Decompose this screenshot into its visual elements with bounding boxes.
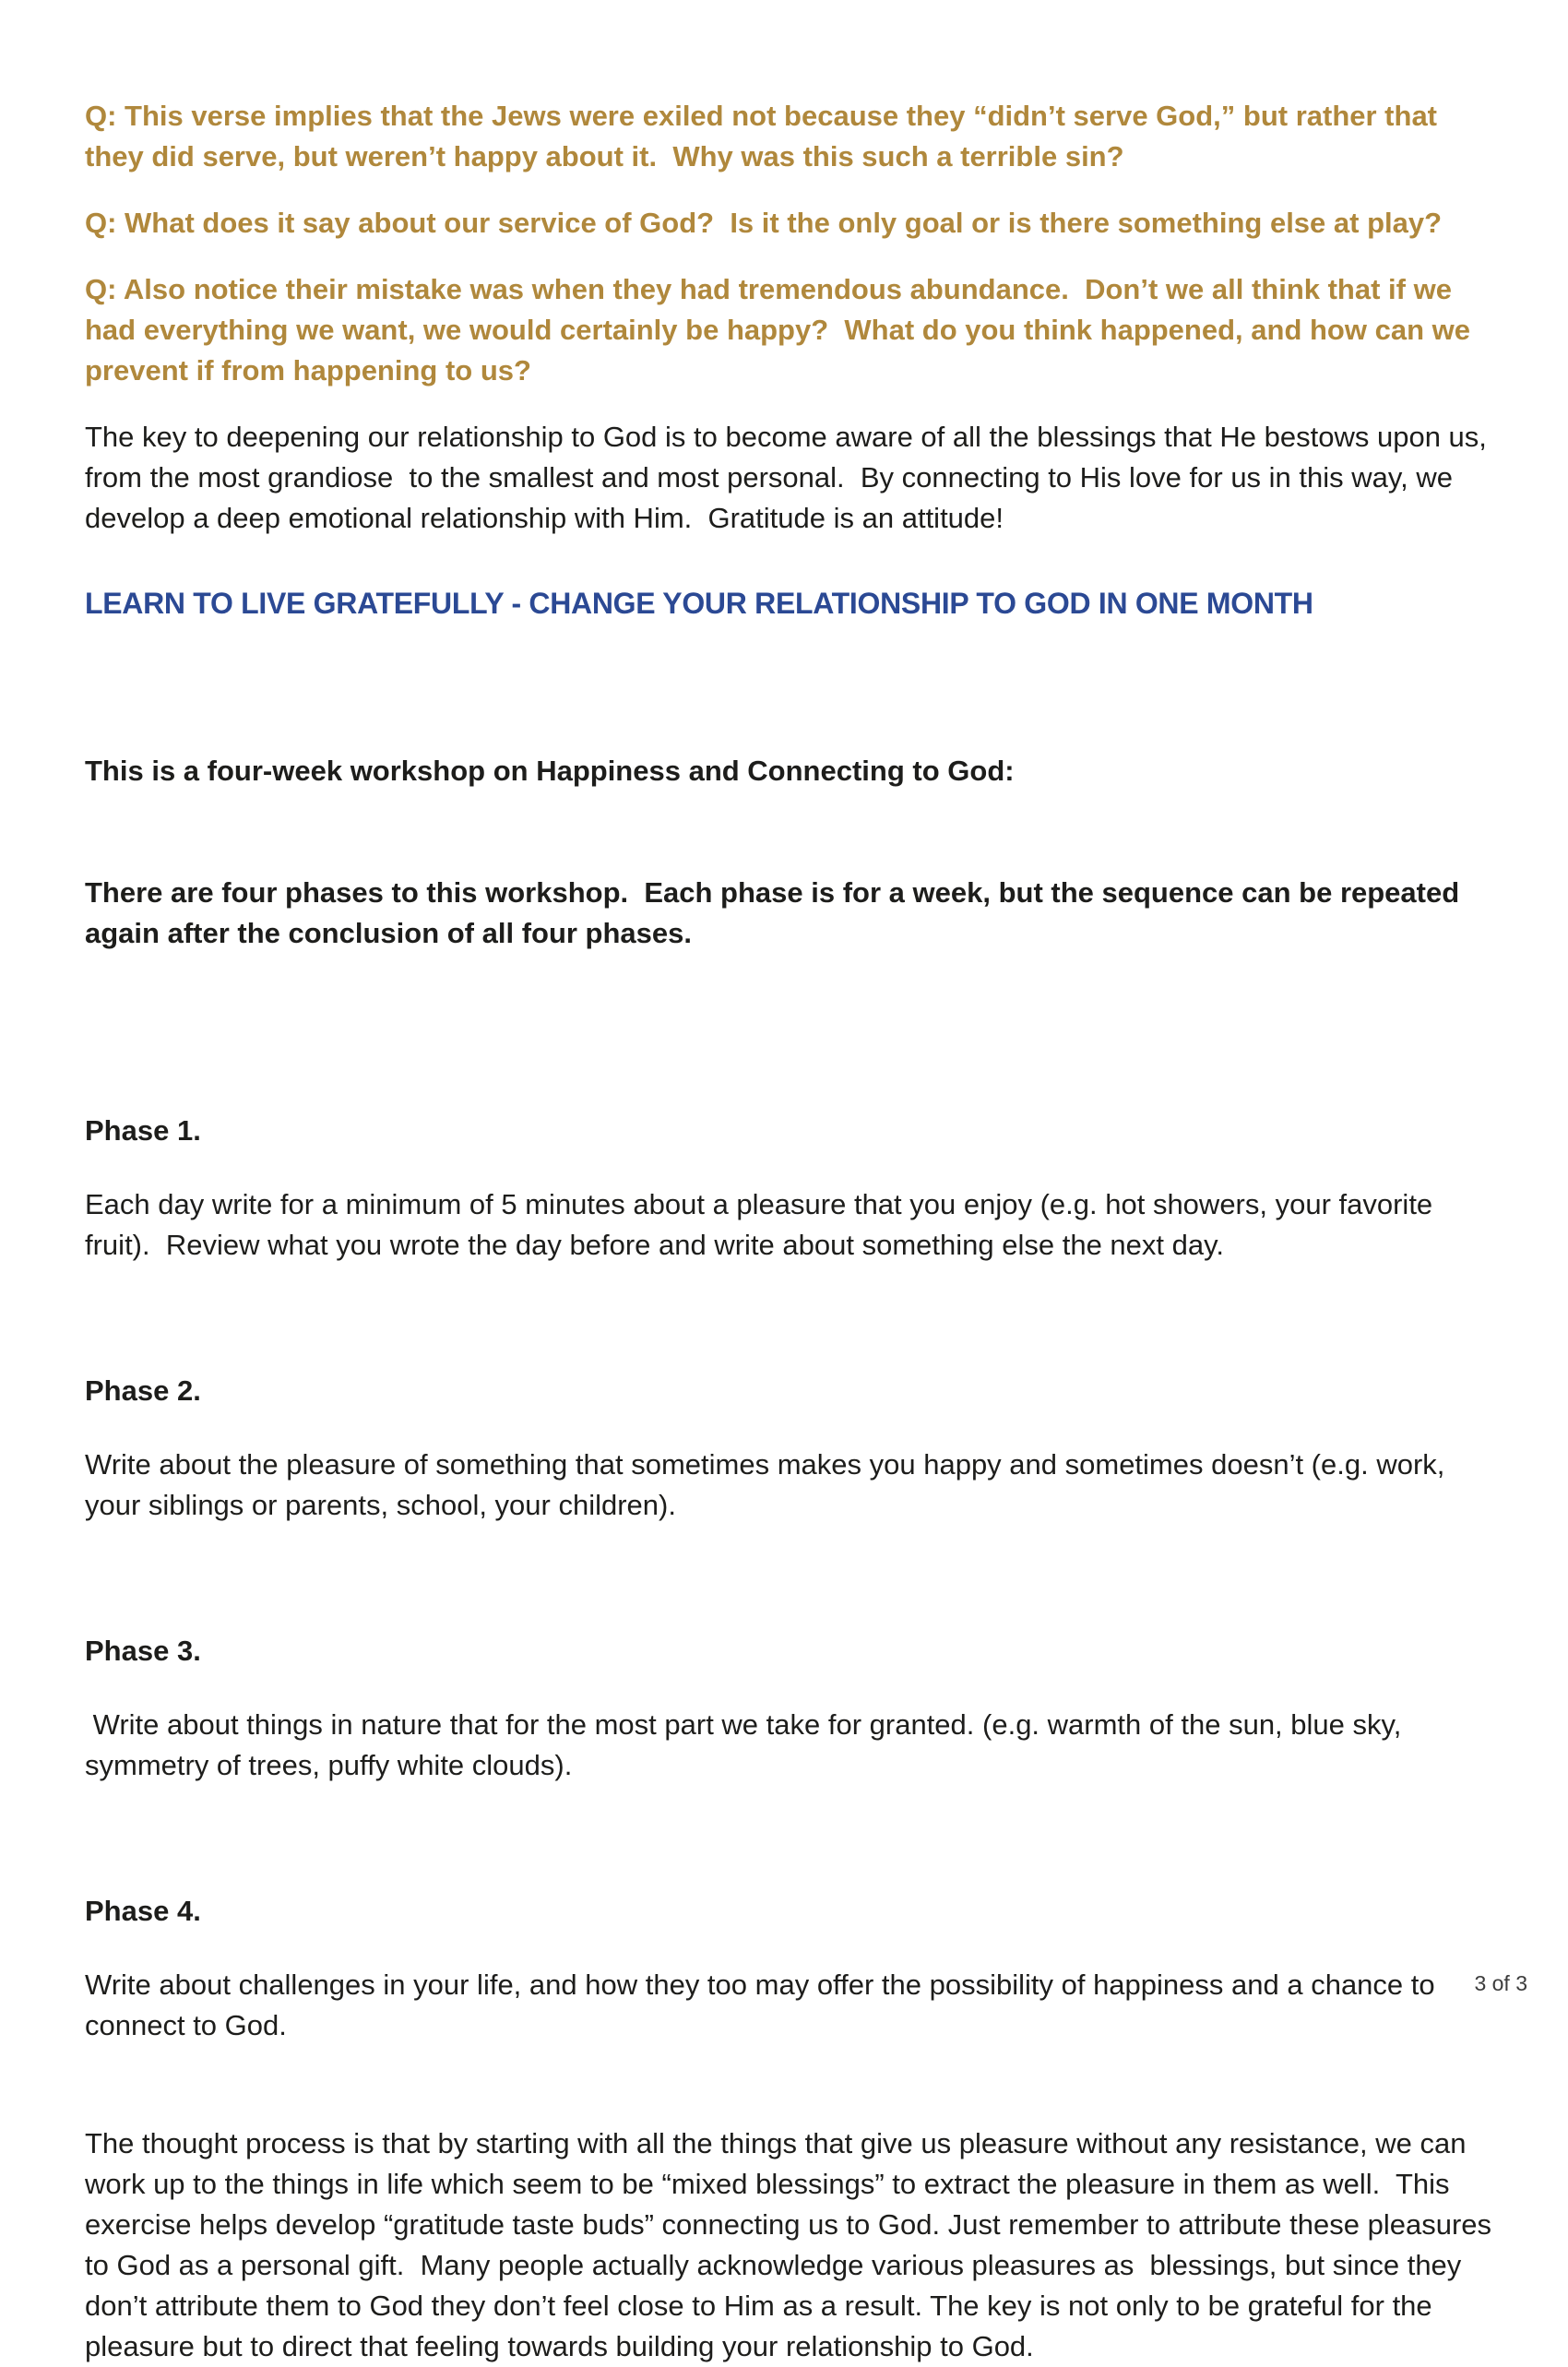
closing-paragraph: The thought process is that by starting with all the things that give us pleasure without any resistance, we can work up to the things in life which seem to be “mixed blessings” to extract the pleasure in them as well. This exercise helps develop “gratitude taste buds” connecting us to God. Just remember to attribute these pleasures to God as a personal gift. Many people actually acknowledge various pleasures as blessings, but since they don’t attribute them to God they don’t feel close to Him as a result. The key is not only to be grateful for the pleasure but to direct that feeling towards building your relationship to God. [85, 2127, 1500, 2362]
question-paragraph-1: Q: This verse implies that the Jews were exiled not because they “didn’t serve God,” but rather that they did serve, but weren’t happy about it. Why was this such a terrible sin? [85, 100, 1445, 172]
question-paragraph-3: Q: Also notice their mistake was when they had tremendous abundance. Don’t we all think that if we had everything we want, we would certainly be happy? What do you think happened, and how can we prevent if from happening to us? [85, 273, 1479, 387]
phase-3-body: Write about things in nature that for the most part we take for granted. (e.g. warmth of the sun, blue sky, symmetry of trees, puffy white clouds). [85, 1708, 1409, 1781]
intro-paragraph: The key to deepening our relationship to God is to become aware of all the blessings that He bestows upon us, from the most grandiose to the smallest and most personal. By connecting to His love for us in this way, we develop a deep emotional relationship with Him. Gratitude is an attitude! [85, 421, 1495, 534]
workshop-intro-block [85, 670, 1498, 1035]
phase-3-title: Phase 3. [85, 1635, 201, 1667]
question-paragraph-2: Q: What does it say about our service of God? Is it the only goal or is there something else at play? [85, 207, 1443, 239]
phase-1-body: Each day write for a minimum of 5 minutes about a pleasure that you enjoy (e.g. hot showers, your favorite fruit). Review what you wrote the day before and write about something else the next day. [85, 1188, 1441, 1261]
phase-2-title: Phase 2. [85, 1374, 201, 1407]
phase-3-section [85, 1598, 1498, 1819]
phase-4-section [85, 1858, 1498, 2079]
phase-4-title: Phase 4. [85, 1895, 201, 1927]
workshop-intro-line-1: This is a four-week workshop on Happiness and Connecting to God: [85, 755, 1015, 787]
document-content [85, 96, 1498, 2367]
phase-2-section [85, 1338, 1498, 1559]
workshop-intro-line-2: There are four phases to this workshop. Each phase is for a week, but the sequence can be repeated again after the conclusion of all four phases. [85, 876, 1467, 949]
phase-1-title: Phase 1. [85, 1114, 201, 1147]
section-heading: LEARN TO LIVE GRATEFULLY - CHANGE YOUR RELATIONSHIP TO GOD IN ONE MONTH [85, 587, 1313, 620]
phase-2-body: Write about the pleasure of something that sometimes makes you happy and sometimes doesn’t (e.g. work, your siblings or parents, school, your children). [85, 1448, 1454, 1521]
page-number: 3 of 3 [1474, 1971, 1527, 1995]
phase-4-body: Write about challenges in your life, and how they too may offer the possibility of happiness and a chance to connect to God. [85, 1969, 1443, 2041]
phase-1-section [85, 1077, 1498, 1299]
